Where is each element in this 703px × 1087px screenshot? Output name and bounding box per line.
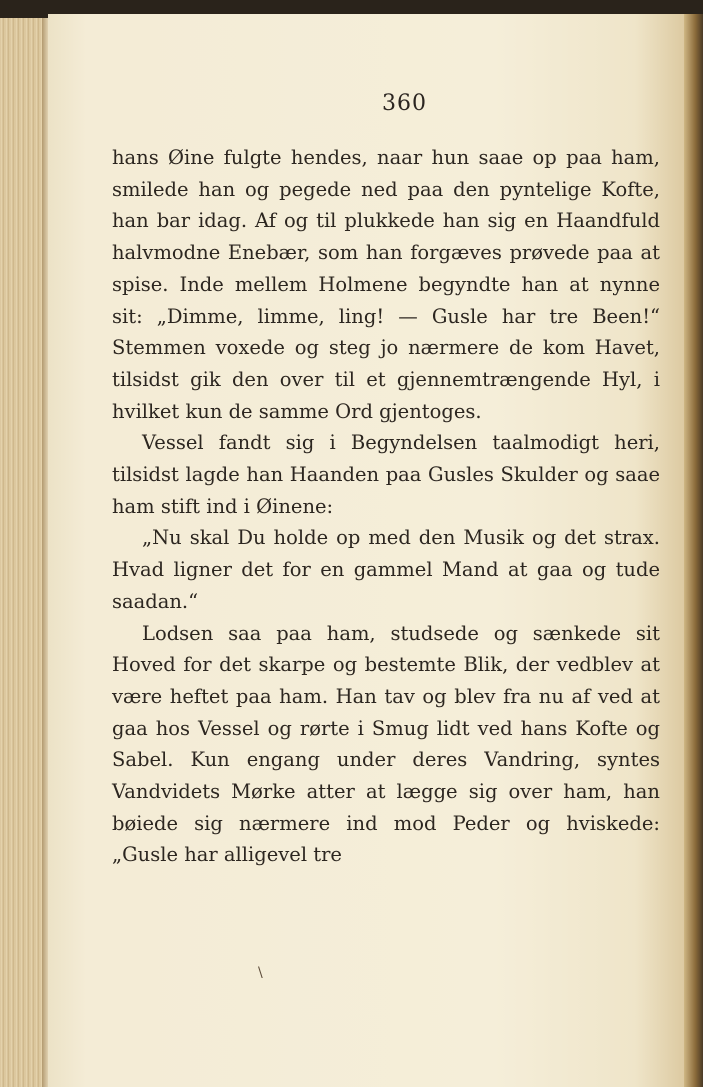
paragraph-2: Vessel fandt sig i Begyndelsen taalmodigt heri, tilsidst lagde han Haanden paa Gusles Skulder og saae ham stift ind i Øinene: [112, 431, 660, 518]
body-text [112, 142, 660, 871]
page-right-edge [684, 14, 703, 1087]
page-number: 360 [382, 91, 427, 116]
stray-mark: \ [258, 965, 263, 981]
paragraph-4: Lodsen saa paa ham, studsede og sænkede sit Hoved for det skarpe og bestemte Blik, der vedblev at være heftet paa ham. Han tav og blev fra nu af ved at gaa hos Vessel og rørte i Smug lidt ved hans Kofte og Sabel. Kun engang under deres Vandring, syntes Vandvidets Mørke atter at lægge sig over ham, han bøiede sig nærmere ind mod Peder og hviskede: „Gusle har alligevel tre [112, 621, 660, 867]
paragraph-1: hans Øine fulgte hendes, naar hun saae op paa ham, smilede han og pegede ned paa den pyntelige Kofte, han bar idag. Af og til plukkede han sig en Haandfuld halvmodne Enebær, som han forgæves prøvede paa at spise. Inde mellem Holmene begyndte han at nynne sit: „Dimme, limme, ling! — Gusle har tre Been!“ Stemmen voxede og steg jo nærmere de kom Havet, tilsidst gik den over til et gjennemtrængende Hyl, i hvilket kun de samme Ord gjentoges. [112, 146, 660, 423]
paragraph-3: „Nu skal Du holde op med den Musik og det strax. Hvad ligner det for en gammel Mand at gaa og tude saadan.“ [112, 526, 660, 613]
page-stack-edge [0, 18, 46, 1087]
